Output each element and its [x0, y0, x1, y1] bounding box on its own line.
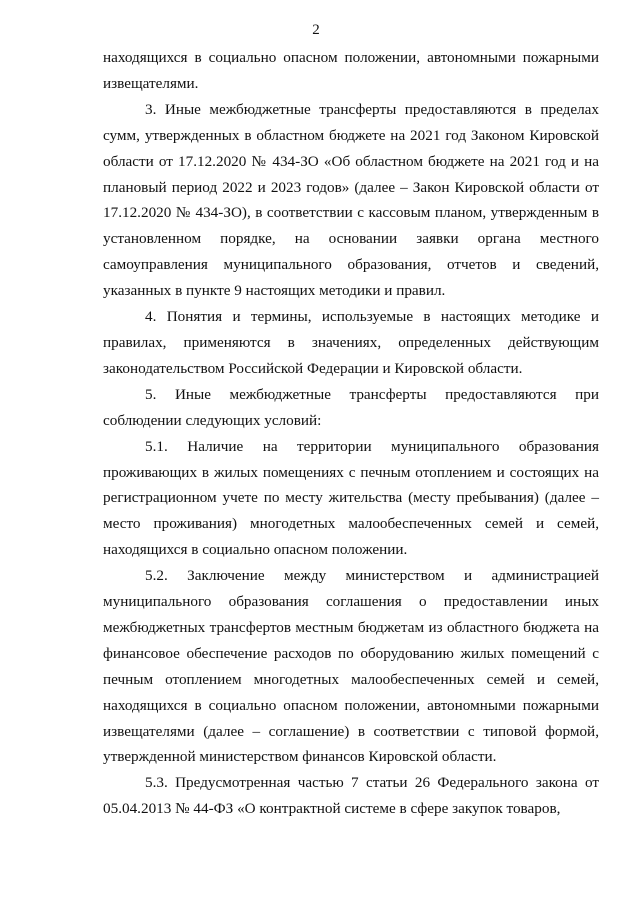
paragraph-3: 3. Иные межбюджетные трансферты предоставляются в пределах сумм, утвержденных в областном бюджете на 2021 год Законом Кировской области от 17.12.2020 № 434-ЗО «Об областном бюджете на 2021 год и на плановый период 2022 и 2023 годов» (далее – Закон Кировской области от 17.12.2020 № 434-ЗО), в соответствии с кассовым планом, утвержденным в установленном порядке, на основании заявки органа местного самоуправления муниципального образования, отчетов и сведений, указанных в пункте 9 настоящих методики и правил.	[103, 100, 599, 300]
paragraph-4: 4. Понятия и термины, используемые в настоящих методике и правилах, применяются в значениях, определенных действующим законодательством Российской Федерации и Кировской области.	[103, 308, 599, 377]
paragraph-5-1: 5.1. Наличие на территории муниципального образования проживающих в жилых помещениях с печным отоплением и состоящих на регистрационном учете по месту жительства (месту пребывания) (далее – место проживания) многодетных малообеспеченных семей и семей, находящихся в социально опасном положении.	[103, 437, 599, 559]
paragraph-5-3: 5.3. Предусмотренная частью 7 статьи 26 Федерального закона от 05.04.2013 № 44-ФЗ «О контрактной системе в сфере закупок товаров,	[103, 774, 599, 818]
paragraph-5-2: 5.2. Заключение между министерством и администрацией муниципального образования соглашения о предоставлении иных межбюджетных трансфертов местным бюджетам из областного бюджета на финансовое обеспечение расходов по оборудованию жилых помещений с печным отоплением многодетных малообеспеченных семей и семей, находящихся в социально опасном положении, автономными пожарными извещателями (далее – соглашение) в соответствии с типовой формой, утвержденной министерством финансов Кировской области.	[103, 567, 599, 766]
page-number: 2	[312, 22, 320, 38]
paragraph-continuation: находящихся в социально опасном положении, автономными пожарными извещателями.	[103, 49, 599, 92]
paragraph-5: 5. Иные межбюджетные трансферты предоставляются при соблюдении следующих условий:	[103, 385, 599, 429]
document-body	[103, 45, 599, 822]
